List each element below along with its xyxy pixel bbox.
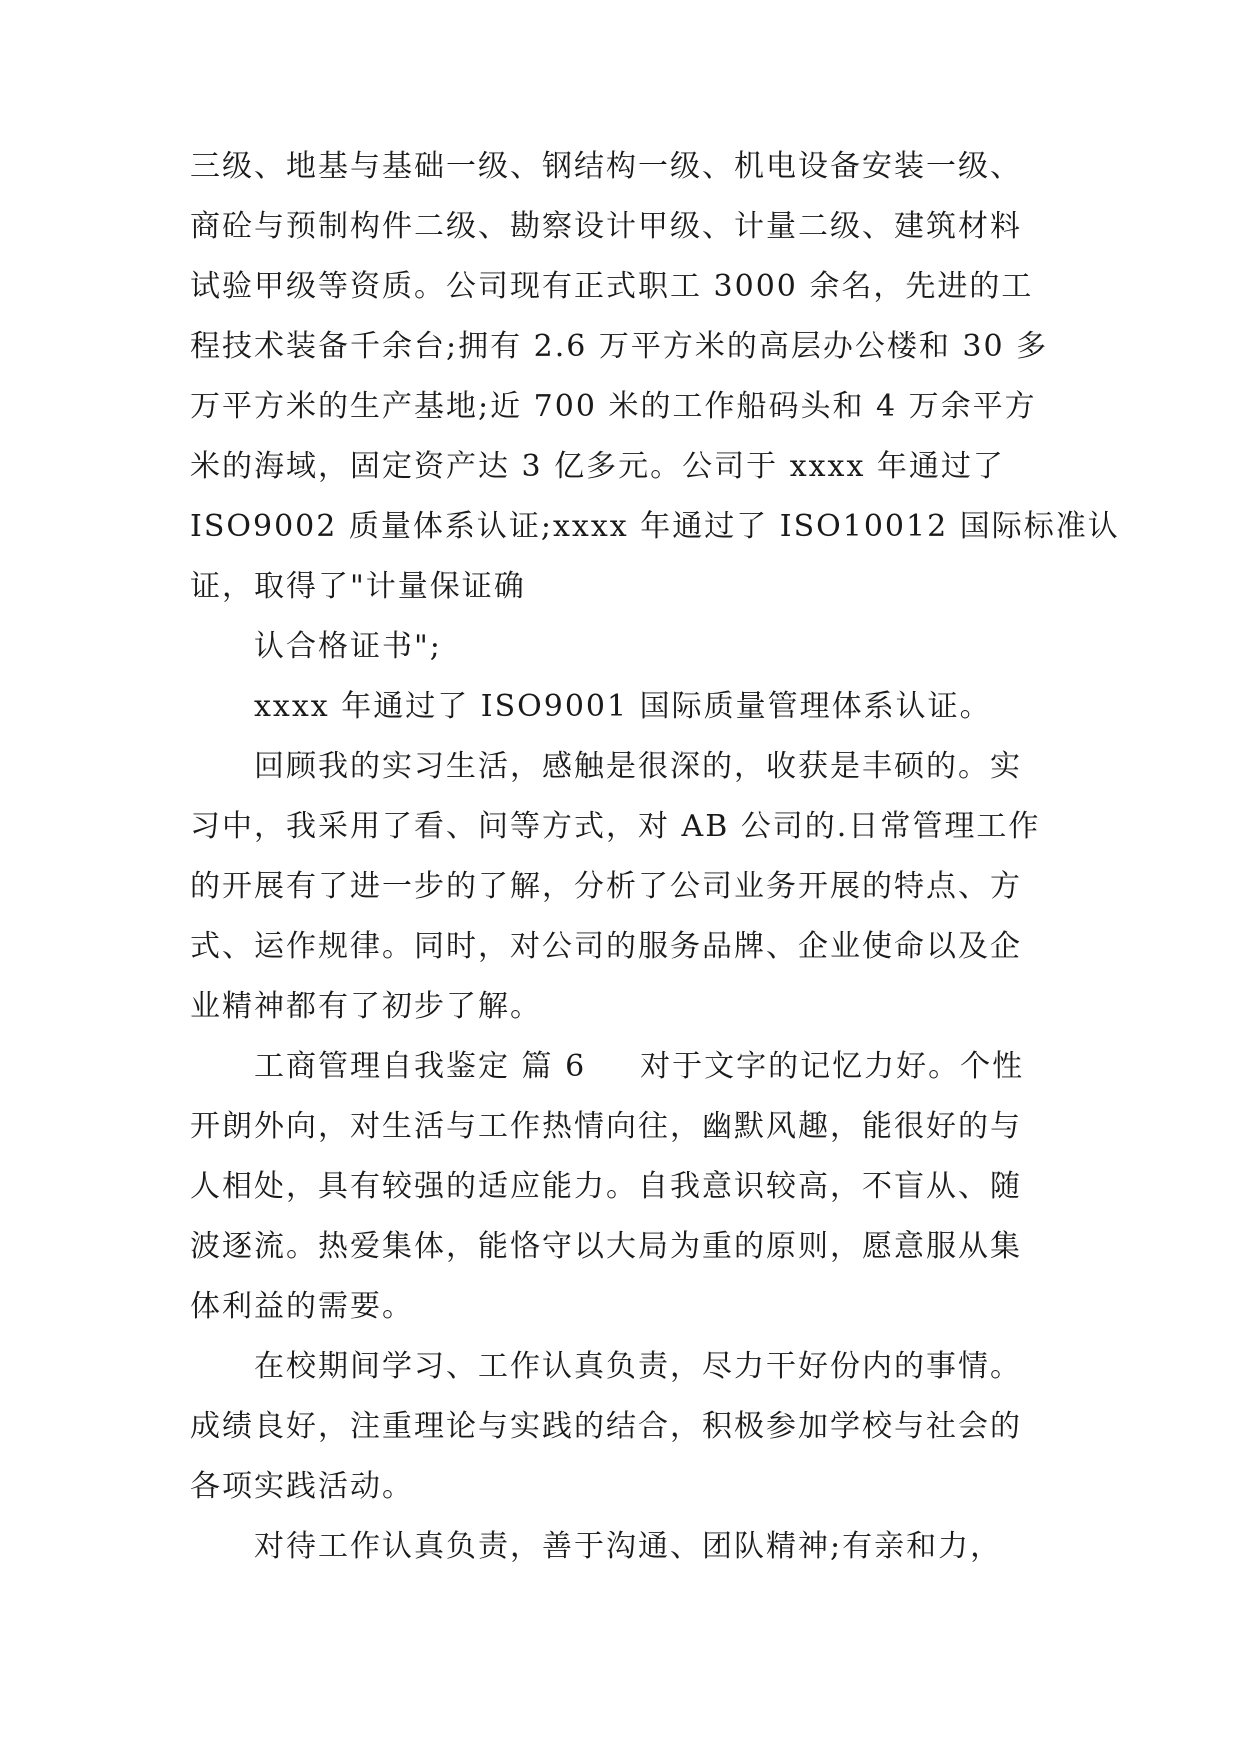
text-line: 的开展有了进一步的了解，分析了公司业务开展的特点、方 bbox=[190, 869, 1022, 904]
paragraph-certificate bbox=[190, 617, 1070, 677]
text-line: 成绩良好，注重理论与实践的结合，积极参加学校与社会的 bbox=[190, 1409, 1022, 1444]
text-line: 人相处，具有较强的适应能力。自我意识较高，不盲从、随 bbox=[190, 1169, 1022, 1204]
text-line: 商砼与预制构件二级、勘察设计甲级、计量二级、建筑材料 bbox=[190, 209, 1022, 244]
heading-line bbox=[190, 1037, 1070, 1097]
document-body bbox=[190, 137, 1120, 1577]
text-line: 认合格证书"; bbox=[254, 629, 442, 664]
paragraph-internship-review bbox=[190, 737, 1070, 1037]
text-line: 米的海域，固定资产达 3 亿多元。公司于 xxxx 年通过了 bbox=[190, 449, 1005, 484]
text-line: 万平方米的生产基地;近 700 米的工作船码头和 4 万余平方 bbox=[190, 389, 1037, 424]
text-line: xxxx 年通过了 ISO9001 国际质量管理体系认证。 bbox=[254, 689, 992, 724]
paragraph-school-period bbox=[190, 1337, 1070, 1517]
section-heading: 工商管理自我鉴定 篇 6 bbox=[254, 1049, 587, 1084]
text-line: 波逐流。热爱集体，能恪守以大局为重的原则，愿意服从集 bbox=[190, 1229, 1022, 1264]
text-line: 在校期间学习、工作认真负责，尽力干好份内的事情。 bbox=[254, 1349, 1022, 1384]
text-line: 式、运作规律。同时，对公司的服务品牌、企业使命以及企 bbox=[190, 929, 1022, 964]
text-line: 体利益的需要。 bbox=[190, 1289, 414, 1324]
text-fragment: 对于文字的记忆力好。个性 bbox=[640, 1049, 1025, 1084]
text-line: 对待工作认真负责，善于沟通、团队精神;有亲和力， bbox=[254, 1529, 1003, 1564]
paragraph-self-assessment-6 bbox=[190, 1037, 1070, 1337]
paragraph-work-attitude bbox=[190, 1517, 1070, 1577]
text-line: 三级、地基与基础一级、钢结构一级、机电设备安装一级、 bbox=[190, 149, 1022, 184]
text-line: 各项实践活动。 bbox=[190, 1469, 414, 1504]
paragraph-company-qualifications bbox=[190, 137, 1120, 617]
paragraph-iso9001 bbox=[190, 677, 1070, 737]
text-line: ISO9002 质量体系认证;xxxx 年通过了 ISO10012 国际标准认 bbox=[190, 509, 1120, 544]
text-line: 证，取得了"计量保证确 bbox=[190, 569, 526, 604]
text-line: 开朗外向，对生活与工作热情向往，幽默风趣，能很好的与 bbox=[190, 1109, 1022, 1144]
text-line: 习中，我采用了看、问等方式，对 AB 公司的.日常管理工作 bbox=[190, 809, 1041, 844]
text-line: 程技术装备千余台;拥有 2.6 万平方米的高层办公楼和 30 多 bbox=[190, 329, 1049, 364]
text-line: 试验甲级等资质。公司现有正式职工 3000 余名，先进的工 bbox=[190, 269, 1034, 304]
text-line: 回顾我的实习生活，感触是很深的，收获是丰硕的。实 bbox=[254, 749, 1022, 784]
text-line: 业精神都有了初步了解。 bbox=[190, 989, 542, 1024]
